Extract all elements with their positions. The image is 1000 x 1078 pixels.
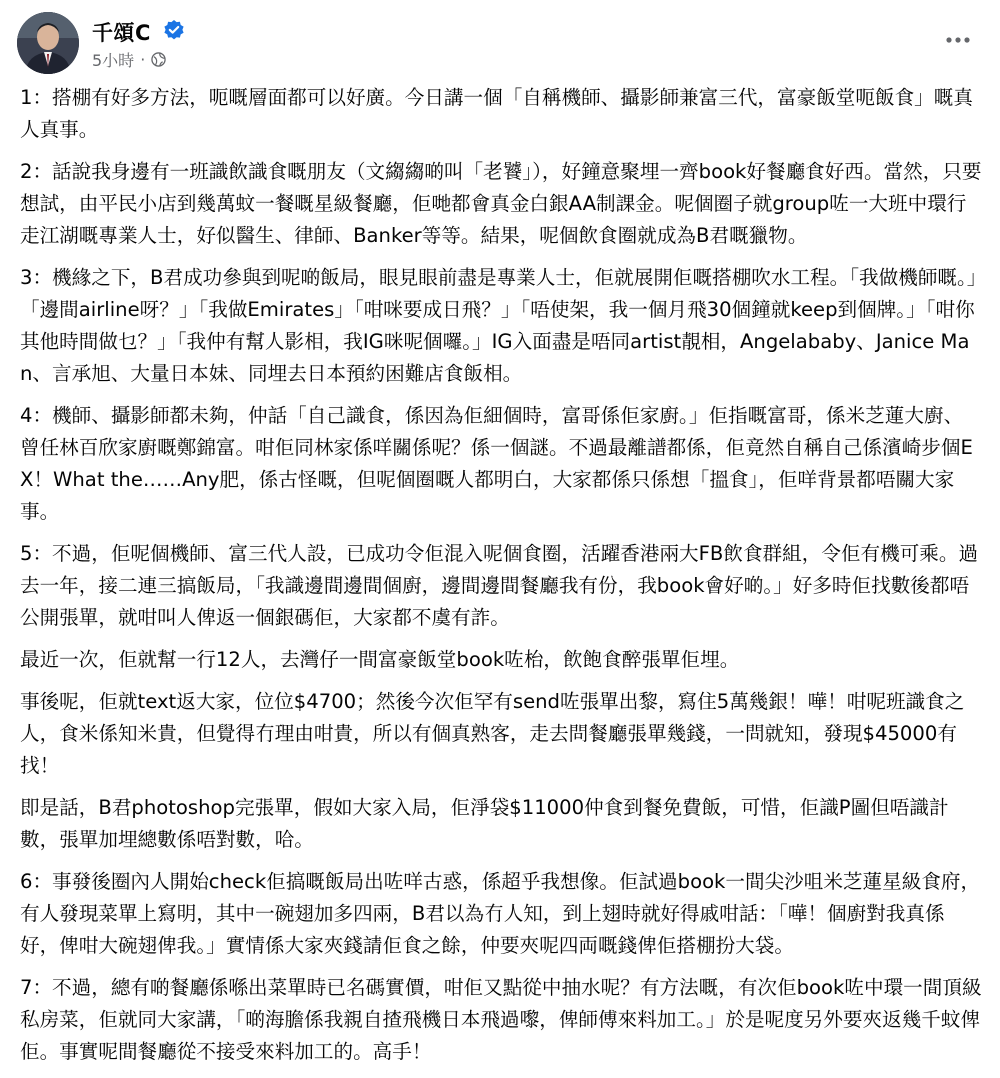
post-paragraph: 3：機緣之下，B君成功參與到呢啲飯局，眼見眼前盡是專業人士，佢就展開佢嘅搭棚吹水工程。「我做機師嘅。」「邊間airline呀？」「我做Emirates」「咁咪要成日飛？」「唔使架，我一個月飛30個鐘就keep到個牌。」「咁你其他時間做乜？」「我仲有幫人影相，我IG咪呢個囉。」IG入面盡是唔同artist靚相，Angelababy、Janice Man、言承旭、大量日本妹、同埋去日本預約困難店食飯相。 [20, 266, 977, 385]
post-paragraph: 7：不過，總有啲餐廳係喺出菜單時已名碼實價，咁佢又點從中抽水呢？有方法嘅，有次佢book咗中環一間頂級私房菜，佢就同大家講，「啲海膽係我親自揸飛機日本飛過嚟，俾師傅來料加工。」於是呢度另外要夾返幾千蚊俾佢。事實呢間餐廳從不接受來料加工的。高手！ [20, 976, 982, 1063]
post-paragraph: 即是話，B君photoshop完張單，假如大家入局，佢淨袋$11000仲食到餐免費飯，可惜，佢識P圖但唔識計數，張單加埋總數係唔對數，哈。 [20, 796, 949, 851]
post-paragraph: 6：事發後圈內人開始check佢搞嘅飯局出咗咩古惑，係超乎我想像。佢試過book一間尖沙咀米芝蓮星級食府，有人發現菜單上寫明，其中一碗翅加多四兩，B君以為冇人知，到上翅時就好得戚咁話：「嘩！個廚對我真係好，俾咁大碗翅俾我。」實情係大家夾錢請佢食之餘，仲要夾呢四両嘅錢俾佢搭棚扮大袋。 [20, 870, 981, 957]
post-header [0, 0, 1000, 80]
post-paragraph: 最近一次，佢就幫一行12人，去灣仔一間富豪飯堂book咗枱，飲飽食醉張單佢埋。 [20, 648, 740, 671]
post-paragraph: 1：搭棚有好多方法，呃嘅層面都可以好廣。今日講一個「自稱機師、攝影師兼富三代，富豪飯堂呃飯食」嘅真人真事。 [20, 86, 973, 141]
author-name[interactable]: 千頌C [92, 21, 151, 45]
post-timestamp[interactable]: 5小時 [92, 50, 135, 70]
post-paragraph: 4：機師、攝影師都未夠，仲話「自己識食，係因為佢細個時，富哥係佢家廚。」佢指嘅富哥，係米芝蓮大廚、曾任林百欣家廚嘅鄭錦富。咁佢同林家係咩關係呢？係一個謎。不過最離譜都係，佢竟然自稱自己係濱崎步個EX！What the……Any肥，係古怪嘅，但呢個圈嘅人都明白，大家都係只係想「搵食」，佢咩背景都唔關大家事。 [20, 404, 973, 523]
post-paragraph: 2：話說我身邊有一班識飲識食嘅朋友（文縐縐啲叫「老饕」），好鐘意聚埋一齊book好餐廳食好西。當然，只要想試，由平民小店到幾萬蚊一餐嘅星級餐廳，佢哋都會真金白銀AA制課金。呢個圈子就group咗一大班中環行走江湖嘅專業人士，好似醫生、律師、Banker等等。結果，呢個飲食圈就成為B君嘅獵物。 [20, 160, 982, 247]
post-body [20, 82, 982, 1078]
meta-separator: · [140, 49, 146, 69]
author-avatar[interactable] [17, 12, 79, 74]
globe-icon[interactable] [151, 52, 166, 67]
post-meta [92, 48, 166, 70]
post-paragraph: 事後呢，佢就text返大家，位位$4700；然後今次佢罕有send咗張單出黎，寫住5萬幾銀！嘩！咁呢班識食之人，食米係知米貴，但覺得冇理由咁貴，所以有個真熟客，走去問餐廳張單幾錢，一問就知，發現$45000有找！ [20, 690, 965, 777]
profile-photo [17, 12, 79, 74]
post-paragraph: 5：不過，佢呢個機師、富三代人設，已成功令佢混入呢個食圈，活躍香港兩大FB飲食群組，令佢有機可乘。過去一年，接二連三搞飯局，「我識邊間邊間個廚，邊間邊間餐廳我有份，我book會好啲。」好多時佢找數後都唔公開張單，就咁叫人俾返一個銀碼佢，大家都不虞有詐。 [20, 542, 979, 629]
more-options-icon [945, 36, 971, 44]
verified-badge-icon [163, 19, 185, 41]
more-options-button[interactable] [936, 22, 980, 58]
